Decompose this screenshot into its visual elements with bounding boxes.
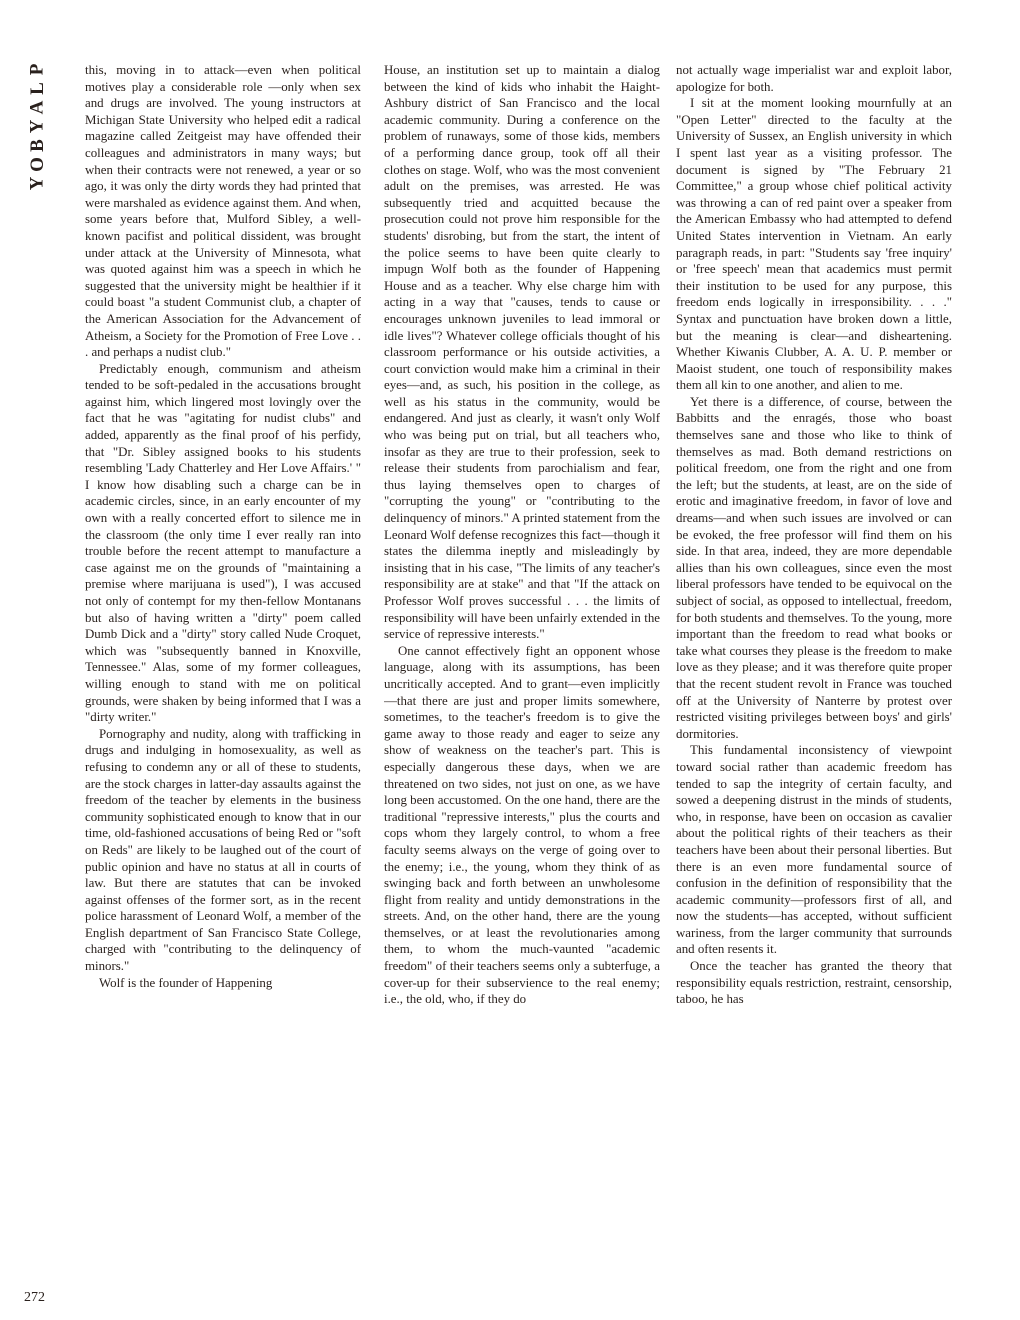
paragraph: One cannot effectively fight an opponent whose language, along with its assumptions, has been uncritically accepted. And to grant—even implicitly—that there are just and proper limits somewhere, sometimes, to the teacher's freedom is to give the game away to those ready and eager to seize any show of weakness on the teacher's part. This is especially dangerous these days, when we are threatened on two sides, not just on one, as we have long been accustomed. On the one hand, there are the traditional "repressive interests," plus the courts and cops whom they largely control, to whom a free faculty seems always on the verge of going over to the enemy; i.e., the young, whom they think of as swinging back and forth between an unwholesome flight from reality and untidy demonstrations in the streets. And, on the other hand, there are the young themselves, or at least the revolutionaries among them, to whom the much-vaunted "academic freedom" of their teachers seems only a subterfuge, a cover-up for their subservience to the real enemy; i.e., the old, who, if they do [384,643,660,1007]
text-column-left [85,62,361,1302]
magazine-masthead [26,60,48,193]
masthead-letter: O [26,157,48,172]
paragraph: Pornography and nudity, along with trafficking in drugs and indulging in homosexuality, as well as refusing to condemn any or all of these to students, are the stock charges in latter-day assaults against the freedom of the teacher by elements in the business community sophisticated enough to know that in our time, old-fashioned accusations of being Red or "soft on Reds" are likely to be laughed out of the court of public opinion and have no status at all in courts of law. But there are statutes that can be invoked against offenses of the former sort, as in the recent police harassment of Leonard Wolf, a member of the English department of San Francisco State College, charged with "contributing to the delinquency of minors." [85,726,361,974]
paragraph: House, an institution set up to maintain a dialog between the kind of kids who inhabit the Haight-Ashbury district of San Francisco and the local academic community. During a conference on the problem of runaways, some of those kids, members of a performing dance group, took off all their clothes on stage. Wolf, who was the most convenient adult on the premises, was arrested. He was subsequently tried and acquitted because the prosecution could not prove him responsible for the students' disrobing, but from the start, the intent of the police seems to have been quite clearly to impugn Wolf both as the founder of Happening House and as a teacher. Why else charge him with acting in a way that "causes, tends to cause or encourages unknown juveniles to lead immoral or idle lives"? Whatever college officials thought of his classroom performance or his outside activities, a court conviction would make him a criminal in their eyes—and, as such, his position in the college, as well as his status in the community, would be endangered. And just as clearly, it wasn't only Wolf who was being put on trial, but all teachers who, insofar as they are true to their profession, seek to release their students from parochialism and fear, thus laying themselves open to charges of "corrupting the young" or "contributing to the delinquency of minors." A printed statement from the Leonard Wolf defense recognizes this fact—though it states the dilemma ineptly and misleadingly by insisting that in his case, "The limits of any teacher's responsibility are at stake" and that "If the attack on Professor Wolf proves successful . . . the limits of responsibility will have been unfairly extended in the service of repressive interests." [384,63,660,642]
paragraph: not actually wage imperialist war and exploit labor, apologize for both. [676,63,952,94]
masthead-letter: Y [26,176,48,191]
masthead-letter: Y [26,119,48,134]
paragraph: Once the teacher has granted the theory that responsibility equals restriction, restraint, censorship, taboo, he has [676,959,952,1007]
paragraph: Yet there is a difference, of course, between the Babbitts and the enragés, those who boast themselves sane and those who like to think of themselves as mad. Both demand restrictions on political freedom, one from the right and one from the left; but the students, at least, are on the side of erotic and imaginative freedom, in favor of love and dreams—and when such issues are involved or can be evoked, the free professor will find them on his side. In that area, indeed, they are more dependable allies than his own colleagues, since even the most liberal professors have tended to be equivocal on the subject of social, as opposed to intellectual, freedom, for both students and themselves. To the young, more important than the freedom to read what books or take what courses they please is the freedom to make love as they please; and it was therefore quite proper that the recent student revolt in France was touched off at the University of Nanterre by protest over restricted visiting privileges between boys' and girls' dormitories. [676,394,952,741]
text-column-right [676,62,952,1302]
paragraph: Wolf is the founder of Happening [99,975,273,990]
paragraph: this, moving in to attack—even when political motives play a considerable role —only when sex and drugs are involved. The young instructors at Michigan State University who helped edit a radical magazine called Zeitgeist may have offended their colleagues and administrators in many ways; but when their contracts were not renewed, a year or so ago, it was only the dirty words they had printed that were marshaled as evidence against them. And when, some years before that, Mulford Sibley, a well-known pacifist and political dissident, was brought under attack at the University of Minnesota, what was quoted against him was a speech in which he suggested that the university might be healthier if it could boast "a student Communist club, a chapter of the American Association for the Advancement of Atheism, a Society for the Promotion of Free Love . . . and perhaps a nudist club." [85,63,361,360]
paragraph: Predictably enough, communism and atheism tended to be soft-pedaled in the accusations brought against him, which lingered most lovingly over the fact that he was "agitating for nudist clubs" and added, apparently as the final proof of his perfidy, that "Dr. Sibley assigned books to his students resembling 'Lady Chatterley and Her Love Affairs.' " I know how disabling such a charge can be in academic circles, since, in an early encounter of my own with a really concerted effort to silence me in the classroom (the only time I ever really ran into trouble before the recent attempt to manufacture a case against me on the grounds of "maintaining a premise where marijuana is used"), I was accused not only of contempt for my then-fellow Montanans but also of having written a "dirty" poem called Dumb Dick and a "dirty" story called Nude Croquet, which was "subsequently banned in Knoxville, Tennessee." Alas, some of my former colleagues, willing enough to stand with me on political grounds, were shaken by being informed that I was a "dirty writer." [85,361,361,725]
text-column-middle [384,62,660,1302]
paragraph: This fundamental inconsistency of viewpoint toward social rather than academic freedom has tended to sap the integrity of certain faculty, and sowed a deepening distrust in the minds of students, who, in response, have been on occasion as cavalier about the political rights of their teachers as their teachers have been about their personal liberties. But there is an even more fundamental source of confusion in the definition of responsibility that the academic community—professors first of all, and now the students—has accepted, without sufficient wariness, from the larger community that surrounds and often resents it. [676,743,952,957]
masthead-letter: P [26,63,48,76]
masthead-letter: L [26,82,48,95]
page-number: 272 [24,1290,45,1305]
masthead-letter: A [26,100,48,115]
masthead-letter: B [26,139,48,152]
paragraph: I sit at the moment looking mournfully at an "Open Letter" directed to the faculty at the University of Sussex, an English university in which I spent last year as a visiting professor. The document is signed by "The February 21 Committee," a group whose chief political activity was throwing a can of red paint over a speaker from the American Embassy who had attempted to defend United States intervention in Vietnam. An early paragraph reads, in part: "Students say 'free inquiry' or 'free speech' mean that academics must permit their institution to be used for any purpose, this freedom ends logically in irresponsibility. . . ." Syntax and punctuation have broken down a little, but the meaning is clear—and disheartening. Whether Kiwanis Clubber, A. A. U. P. member or Maoist student, one touch of responsibility makes them all kin to one another, and alien to me. [676,96,952,393]
